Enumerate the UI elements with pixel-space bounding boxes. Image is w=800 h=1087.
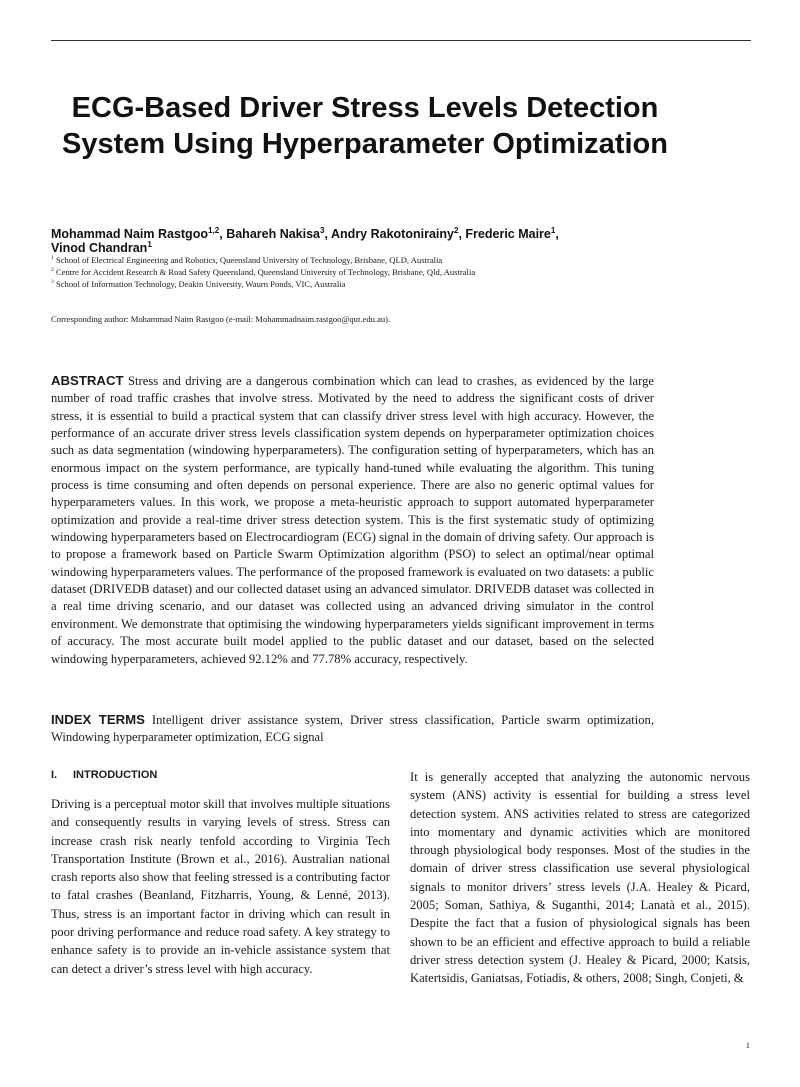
section-number: I. xyxy=(51,769,58,781)
author: Mohammad Naim Rastgoo xyxy=(51,227,208,241)
author-affiliation-mark: 1,2 xyxy=(207,225,220,235)
index-terms xyxy=(51,711,654,747)
abstract-text: Stress and driving are a dangerous combination which can lead to crashes, as evidenced by the large number of road traffic crashes that involve stress. Motivated by the need to address the significant costs of driver stress, it is essential to build a practical system that can classify driver stress level with high accuracy. However, the performance of an accurate driver stress levels classification system depends on hyperparameter optimization choices such as data segmentation (windowing hyperparameters). The configuration setting of hyperparameters, which has an enormous impact on the system performance, are typically hand-tuned while evaluating the algorithm. This tuning process is time consuming and often depends on personal experience. There are also no generic optimal values for hyperparameters values. In this work, we propose a meta-heuristic approach to support automated hyperparameter optimization and provide a real-time driver stress detection system. This is the first systematic study of optimizing windowing hyperparameters based on Electrocardiogram (ECG) signal in the domain of driving safety. Our approach is to propose a framework based on Particle Swarm Optimization algorithm (PSO) to select an optimal/near optimal windowing hyperparameters values. The performance of the proposed framework is evaluated on two datasets: a public dataset (DRIVEDB dataset) and our collected dataset using an advanced simulator. DRIVEDB dataset was collected in a real time driving scenario, and our dataset was collected using an advanced driving simulator in the control environment. We demonstrate that optimising the windowing hyperparameters yields significant improvement in terms of accuracy. The most accurate built model applied to the public dataset and our dataset, based on the selected windowing hyperparameters, achieved 92.12% and 77.78% accuracy, respectively. xyxy=(51,374,654,666)
affiliation-text: School of Information Technology, Deakin University, Waurn Ponds, VIC, Australia xyxy=(55,279,346,289)
affiliation-number: 1 xyxy=(51,255,54,262)
affiliation-text: Centre for Accident Research & Road Safety Queensland, Queensland University of Technology, Brisbane, Qld, Australia xyxy=(55,267,476,277)
affiliation-number: 2 xyxy=(51,267,54,274)
paper-title: ECG-Based Driver Stress Levels Detection System Using Hyperparameter Optimization xyxy=(62,92,668,160)
header-rule xyxy=(51,40,751,41)
author-list xyxy=(51,227,691,255)
author-separator: , xyxy=(324,227,332,241)
section-heading xyxy=(51,768,391,782)
author-separator: , xyxy=(219,227,227,241)
affiliation-number: 3 xyxy=(51,279,54,286)
corresponding-author: Corresponding author: Mohammad Naim Rastgoo (e-mail: Mohammadnaim.rastgoo@qut.edu.au). xyxy=(51,314,391,324)
abstract xyxy=(51,372,654,668)
abstract-label: ABSTRACT xyxy=(51,373,124,388)
index-terms-text: Intelligent driver assistance system, Driver stress classification, Particle swarm optimization, Windowing hyperparameter optimization, ECG signal xyxy=(51,713,654,745)
affiliation-text: School of Electrical Engineering and Robotics, Queensland University of Technology, Brisbane, QLD, Australia xyxy=(55,255,443,265)
author: Andry Rakotonirainy xyxy=(331,227,454,241)
affiliation xyxy=(51,278,751,290)
author: Vinod Chandran xyxy=(51,241,148,255)
author-affiliation-mark: 3 xyxy=(320,225,325,235)
author-affiliation-mark: 1 xyxy=(147,239,152,249)
intro-paragraph-left: Driving is a perceptual motor skill that involves multiple situations and consequently results in varying levels of stress. Stress can increase crash risk nearly tenfold according to Virginia Tech Transportation Institute (Brown et al., 2016). Australian national crash reports also show that feeling stressed is a contributing factor to fatal crashes (Beanland, Fitzharris, Young, & Lenné, 2013). Thus, stress is an important factor in driving which can result in poor driving performance and reduce road safety. A key strategy to enhance safety is to provide an in-vehicle assistance system that can detect a driver’s stress level with high accuracy. xyxy=(51,797,390,976)
page-number: 1 xyxy=(745,1040,750,1050)
author-separator: , xyxy=(555,227,559,241)
author: Bahareh Nakisa xyxy=(226,227,321,241)
affiliation xyxy=(51,254,751,266)
intro-paragraph-right: It is generally accepted that analyzing the autonomic nervous system (ANS) activity is essential for building a stress level detection system. ANS activities related to stress are categorized into momentary and dynamic activities which are monitored through physiological body responses. Most of the studies in the domain of driver stress classification use several physiological signals to monitor drivers’ stress levels (J.A. Healey & Picard, 2005; Soman, Sathiya, & Suganthi, 2014; Lanatà et al., 2015). Despite the fact that a fusion of physiological signals has been shown to be an efficient and effective approach to build a reliable driver stress detection system (J. Healey & Picard, 2000; Katsis, Katertsidis, Ganiatsas, Fotiadis, & others, 2008; Singh, Conjeti, & xyxy=(410,770,750,986)
author: Frederic Maire xyxy=(465,227,551,241)
author-affiliation-mark: 1 xyxy=(550,225,556,235)
index-terms-label: INDEX TERMS xyxy=(51,712,145,727)
affiliation xyxy=(51,266,751,278)
author-affiliation-mark: 2 xyxy=(453,225,459,235)
section-title: INTRODUCTION xyxy=(73,769,158,781)
author-separator: , xyxy=(458,227,466,241)
